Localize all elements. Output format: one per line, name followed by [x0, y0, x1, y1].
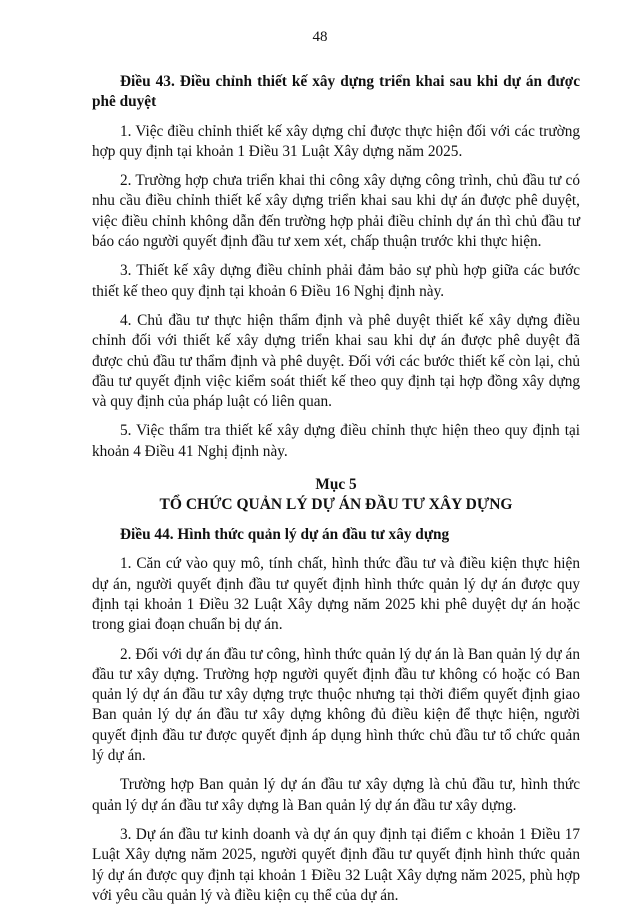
article-43-paragraph-1: 1. Việc điều chỉnh thiết kế xây dựng chỉ được thực hiện đối với các trường hợp quy định tại khoản 1 Điều 31 Luật Xây dựng năm 2025. [92, 122, 580, 160]
article-43-paragraph-5: 5. Việc thẩm tra thiết kế xây dựng điều chỉnh thực hiện theo quy định tại khoản 4 Điều 41 Nghị định này. [92, 422, 580, 460]
article-44-paragraph-1: 1. Căn cứ vào quy mô, tính chất, hình thức đầu tư và điều kiện thực hiện dự án, người quyết định đầu tư quyết định hình thức quản lý dự án được quy định tại khoản 1 Điều 32 Luật Xây dựng năm 2025 khi phê duyệt dự án hoặc trong giai đoạn chuẩn bị dự án. [92, 555, 580, 634]
section-heading [92, 475, 580, 515]
article-43-title: Điều 43. Điều chỉnh thiết kế xây dựng triển khai sau khi dự án được phê duyệt [92, 73, 580, 111]
document-body [92, 72, 580, 915]
article-43-paragraph-2: 2. Trường hợp chưa triển khai thi công xây dựng công trình, chủ đầu tư có nhu cầu điều chỉnh thiết kế xây dựng triển khai sau khi dự án được phê duyệt, việc điều chỉnh không dẫn đến trường hợp phải điều chỉnh dự án thì chủ đầu tư báo cáo người quyết định đầu tư xem xét, chấp thuận trước khi thực hiện. [92, 172, 580, 251]
page-number: 48 [312, 29, 328, 45]
article-44-title: Điều 44. Hình thức quản lý dự án đầu tư xây dựng [120, 526, 450, 544]
section-title: TỔ CHỨC QUẢN LÝ DỰ ÁN ĐẦU TƯ XÂY DỰNG [159, 496, 513, 514]
article-44-paragraph-2-continued: Trường hợp Ban quản lý dự án đầu tư xây dựng là chủ đầu tư, hình thức quản lý dự án đầu tư xây dựng là Ban quản lý dự án đầu tư xây dựng. [92, 776, 580, 814]
section-label: Mục 5 [315, 476, 357, 494]
article-44-paragraph-2: 2. Đối với dự án đầu tư công, hình thức quản lý dự án là Ban quản lý dự án đầu tư xây dựng. Trường hợp người quyết định đầu tư không có hoặc có Ban quản lý dự án đầu tư xây dựng trực thuộc nhưng tại thời điểm quyết định giao Ban quản lý dự án đầu tư xây dựng không đủ điều kiện để thực hiện, người quyết định đầu tư được quyết định áp dụng hình thức chủ đầu tư tổ chức quản lý dự án. [92, 645, 580, 765]
article-44-paragraph-3: 3. Dự án đầu tư kinh doanh và dự án quy định tại điểm c khoản 1 Điều 17 Luật Xây dựng năm 2025, người quyết định đầu tư quyết định hình thức quản lý dự án được quy định tại khoản 1 Điều 32 Luật Xây dựng năm 2025, phù hợp với yêu cầu quản lý và điều kiện cụ thể của dự án. [92, 825, 580, 904]
article-43-paragraph-4: 4. Chủ đầu tư thực hiện thẩm định và phê duyệt thiết kế xây dựng điều chỉnh đối với thiết kế xây dựng triển khai sau khi dự án được phê duyệt đã được chủ đầu tư thẩm định và phê duyệt. Đối với các bước thiết kế còn lại, chủ đầu tư quyết định việc kiểm soát thiết kế theo quy định tại hợp đồng xây dựng và quy định của pháp luật có liên quan. [92, 311, 580, 411]
article-43-paragraph-3: 3. Thiết kế xây dựng điều chỉnh phải đảm bảo sự phù hợp giữa các bước thiết kế theo quy định tại khoản 6 Điều 16 Nghị định này. [92, 262, 580, 300]
